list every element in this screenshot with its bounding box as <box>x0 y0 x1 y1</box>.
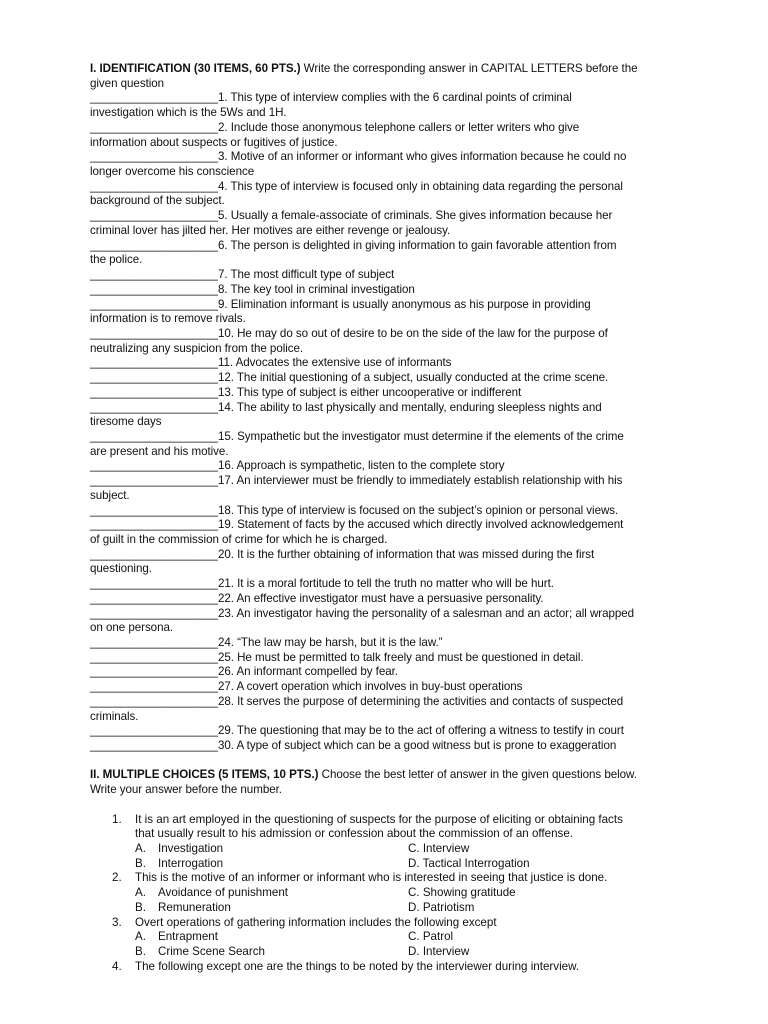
question-text: 26. An informant compelled by fear. <box>217 665 398 679</box>
question-line <box>90 298 696 313</box>
answer-blank[interactable]: ____________________ <box>90 665 218 679</box>
option-right[interactable]: C. Showing gratitude <box>408 886 516 900</box>
answer-blank[interactable]: ____________________ <box>90 120 218 134</box>
question-text: 12. The initial questioning of a subject, usually conducted at the crime scene. <box>217 371 609 385</box>
question-text: 24. “The law may be harsh, but it is the law.” <box>217 636 443 650</box>
answer-blank[interactable]: ____________________ <box>90 459 218 473</box>
question-text-cont: questioning. <box>90 562 152 576</box>
question-line <box>90 680 696 695</box>
mc-question-number: 4. <box>112 959 122 973</box>
question-text: 19. Statement of facts by the accused which directly involved acknowledgement <box>217 518 624 532</box>
question-line <box>90 724 696 739</box>
question-line <box>90 430 696 445</box>
question-text-cont: of guilt in the commission of crime for which he is charged. <box>90 533 388 546</box>
question-text-cont: background of the subject. <box>90 194 225 208</box>
question-text-cont: investigation which is the 5Ws and 1H. <box>90 106 287 120</box>
question-line <box>90 636 696 651</box>
question-text: 9. Elimination informant is usually anonymous as his purpose in providing <box>217 297 591 311</box>
question-text: 11. Advocates the extensive use of informants <box>217 356 452 370</box>
question-line <box>90 651 696 666</box>
section-heading-cont: Write your answer before the number. <box>90 783 282 797</box>
question-line <box>90 283 696 298</box>
question-text: 18. This type of interview is focused on the subject’s opinion or personal views. <box>217 503 619 517</box>
mc-question-line <box>90 813 696 828</box>
answer-blank[interactable]: ____________________ <box>90 650 218 664</box>
mc-question-text: Overt operations of gathering information includes the following except <box>135 915 497 929</box>
question-text: 4. This type of interview is focused only in obtaining data regarding the personal <box>217 179 623 193</box>
question-text: 29. The questioning that may be to the act of offering a witness to testify in court <box>217 724 624 738</box>
section-heading-label: II. MULTIPLE CHOICES (5 ITEMS, 10 PTS.) <box>90 768 319 782</box>
question-line <box>90 548 696 563</box>
question-text: 7. The most difficult type of subject <box>217 268 395 282</box>
question-line <box>90 327 696 342</box>
mc-question-line <box>90 960 696 975</box>
option-right[interactable]: C. Interview <box>408 842 470 856</box>
section-heading-instructions: Choose the best letter of answer in the given questions below. <box>318 768 637 782</box>
mc-question-number: 3. <box>112 915 122 929</box>
question-line <box>90 607 696 622</box>
question-text: 6. The person is delighted in giving information to gain favorable attention from <box>217 238 617 252</box>
option-right[interactable]: C. Patrol <box>408 930 454 944</box>
answer-blank[interactable]: ____________________ <box>90 429 218 443</box>
question-line <box>90 577 696 592</box>
question-line <box>90 518 696 533</box>
mc-options-row <box>90 945 696 960</box>
mc-question-line <box>90 916 696 931</box>
answer-blank[interactable]: ____________________ <box>90 474 218 488</box>
mc-options-row <box>90 901 696 916</box>
question-line <box>90 401 696 416</box>
question-text: 14. The ability to last physically and mentally, enduring sleepless nights and <box>217 400 602 414</box>
question-line <box>90 504 696 519</box>
question-line <box>90 665 696 680</box>
answer-blank[interactable]: ____________________ <box>90 209 218 223</box>
option-text[interactable]: Investigation <box>158 842 224 856</box>
multiple-choice-section <box>90 768 696 974</box>
mc-question-text: The following except one are the things to be noted by the interviewer during interview. <box>135 959 580 973</box>
answer-blank[interactable]: ____________________ <box>90 150 218 164</box>
option-letter[interactable]: A. <box>135 886 146 900</box>
answer-blank[interactable]: ____________________ <box>90 606 218 620</box>
answer-blank[interactable]: ____________________ <box>90 238 218 252</box>
section-heading-cont: given question <box>90 76 165 90</box>
mc-question-text: This is the motive of an informer or informant who is interested in seeing that justice is done. <box>135 871 608 885</box>
answer-blank[interactable]: ____________________ <box>90 591 218 605</box>
answer-blank[interactable]: ____________________ <box>90 268 218 282</box>
answer-blank[interactable]: ____________________ <box>90 179 218 193</box>
question-line <box>90 371 696 386</box>
mc-question-line <box>90 827 696 842</box>
mc-question-number: 1. <box>112 812 122 826</box>
question-text-cont: on one persona. <box>90 621 174 635</box>
option-text[interactable]: Entrapment <box>158 930 218 944</box>
question-line <box>90 695 696 710</box>
question-text: 17. An interviewer must be friendly to immediately establish relationship with his <box>217 474 623 488</box>
mc-question-line <box>90 871 696 886</box>
question-text: 5. Usually a female-associate of criminals. She gives information because her <box>217 209 613 223</box>
question-text: 20. It is the further obtaining of information that was missed during the first <box>217 547 595 561</box>
question-line <box>90 356 696 371</box>
answer-blank[interactable]: ____________________ <box>90 694 218 708</box>
option-text[interactable]: Interrogation <box>158 856 224 870</box>
question-text-cont: the police. <box>90 253 143 267</box>
mc-options-row <box>90 857 696 872</box>
option-letter[interactable]: A. <box>135 930 146 944</box>
answer-blank[interactable]: ____________________ <box>90 326 218 340</box>
mc-question-number: 2. <box>112 871 122 885</box>
option-letter[interactable]: A. <box>135 842 146 856</box>
answer-blank[interactable]: ____________________ <box>90 636 218 650</box>
question-text: 27. A covert operation which involves in buy-bust operations <box>217 680 523 694</box>
question-text-cont: information is to remove rivals. <box>90 312 246 326</box>
question-line <box>90 592 696 607</box>
option-text[interactable]: Avoidance of punishment <box>158 886 288 900</box>
question-text: 23. An investigator having the personality of a salesman and an actor; all wrapped <box>217 606 635 620</box>
section-heading <box>90 62 696 77</box>
question-text-cont: neutralizing any suspicion from the police. <box>90 341 304 355</box>
answer-blank[interactable]: ____________________ <box>90 739 218 753</box>
question-text: 3. Motive of an informer or informant who gives information because he could no <box>217 150 627 164</box>
question-text-cont: criminal lover has jilted her. Her motives are either revenge or jealousy. <box>90 223 451 237</box>
question-line <box>90 150 696 165</box>
answer-blank[interactable]: ____________________ <box>90 503 218 517</box>
question-line <box>90 121 696 136</box>
section-heading <box>90 768 696 783</box>
option-text[interactable]: Crime Scene Search <box>158 945 265 959</box>
answer-blank[interactable]: ____________________ <box>90 400 218 414</box>
question-text: 22. An effective investigator must have a persuasive personality. <box>217 591 544 605</box>
question-text-cont: are present and his motive. <box>90 444 229 458</box>
question-text: 21. It is a moral fortitude to tell the truth no matter who will be hurt. <box>217 577 554 591</box>
answer-blank[interactable]: ____________________ <box>90 385 218 399</box>
option-letter[interactable]: B. <box>135 856 146 870</box>
mc-options-row <box>90 886 696 901</box>
identification-section <box>90 62 696 754</box>
question-text: 13. This type of subject is either uncooperative or indifferent <box>217 385 522 399</box>
section-heading-label: I. IDENTIFICATION (30 ITEMS, 60 PTS.) <box>90 62 301 75</box>
option-letter[interactable]: B. <box>135 945 146 959</box>
question-text: 16. Approach is sympathetic, listen to the complete story <box>217 459 505 473</box>
option-right[interactable]: D. Tactical Interrogation <box>408 856 530 870</box>
answer-blank[interactable]: ____________________ <box>90 518 218 532</box>
section-heading-instructions: Write the corresponding answer in CAPITAL LETTERS before the <box>300 62 638 75</box>
question-text: 2. Include those anonymous telephone callers or letter writers who give <box>217 120 580 134</box>
question-line <box>90 474 696 489</box>
question-text: 25. He must be permitted to talk freely and must be questioned in detail. <box>217 650 584 664</box>
question-text: 1. This type of interview complies with the 6 cardinal points of criminal <box>217 91 572 105</box>
answer-blank[interactable]: ____________________ <box>90 91 218 105</box>
question-text-cont: longer overcome his conscience <box>90 165 255 179</box>
question-line <box>90 386 696 401</box>
question-text: 28. It serves the purpose of determining the activities and contacts of suspected <box>217 694 624 708</box>
question-text: 8. The key tool in criminal investigation <box>217 282 415 296</box>
question-text: 30. A type of subject which can be a good witness but is prone to exaggeration <box>217 739 617 753</box>
question-text-cont: information about suspects or fugitives of justice. <box>90 135 338 149</box>
question-text-cont: criminals. <box>90 709 139 723</box>
question-line <box>90 91 696 106</box>
question-text: 15. Sympathetic but the investigator must determine if the elements of the crime <box>217 429 624 443</box>
mc-options-row <box>90 930 696 945</box>
answer-blank[interactable]: ____________________ <box>90 371 218 385</box>
answer-blank[interactable]: ____________________ <box>90 577 218 591</box>
answer-blank[interactable]: ____________________ <box>90 680 218 694</box>
question-line <box>90 209 696 224</box>
question-line <box>90 268 696 283</box>
option-right[interactable]: D. Patriotism <box>408 900 475 914</box>
answer-blank[interactable]: ____________________ <box>90 297 218 311</box>
question-line <box>90 739 696 754</box>
answer-blank[interactable]: ____________________ <box>90 724 218 738</box>
answer-blank[interactable]: ____________________ <box>90 282 218 296</box>
question-line <box>90 239 696 254</box>
mc-question-text: that usually result to his admission or confession about the commission of an offense. <box>135 827 574 841</box>
option-text[interactable]: Remuneration <box>158 900 231 914</box>
question-text-cont: subject. <box>90 488 130 502</box>
question-text: 10. He may do so out of desire to be on the side of the law for the purpose of <box>217 326 608 340</box>
question-line <box>90 180 696 195</box>
option-right[interactable]: D. Interview <box>408 945 470 959</box>
question-line <box>90 459 696 474</box>
mc-question-text: It is an art employed in the questioning of suspects for the purpose of eliciting or obtaining facts <box>135 812 623 826</box>
option-letter[interactable]: B. <box>135 900 146 914</box>
mc-options-row <box>90 842 696 857</box>
question-text-cont: tiresome days <box>90 415 162 429</box>
answer-blank[interactable]: ____________________ <box>90 356 218 370</box>
answer-blank[interactable]: ____________________ <box>90 547 218 561</box>
